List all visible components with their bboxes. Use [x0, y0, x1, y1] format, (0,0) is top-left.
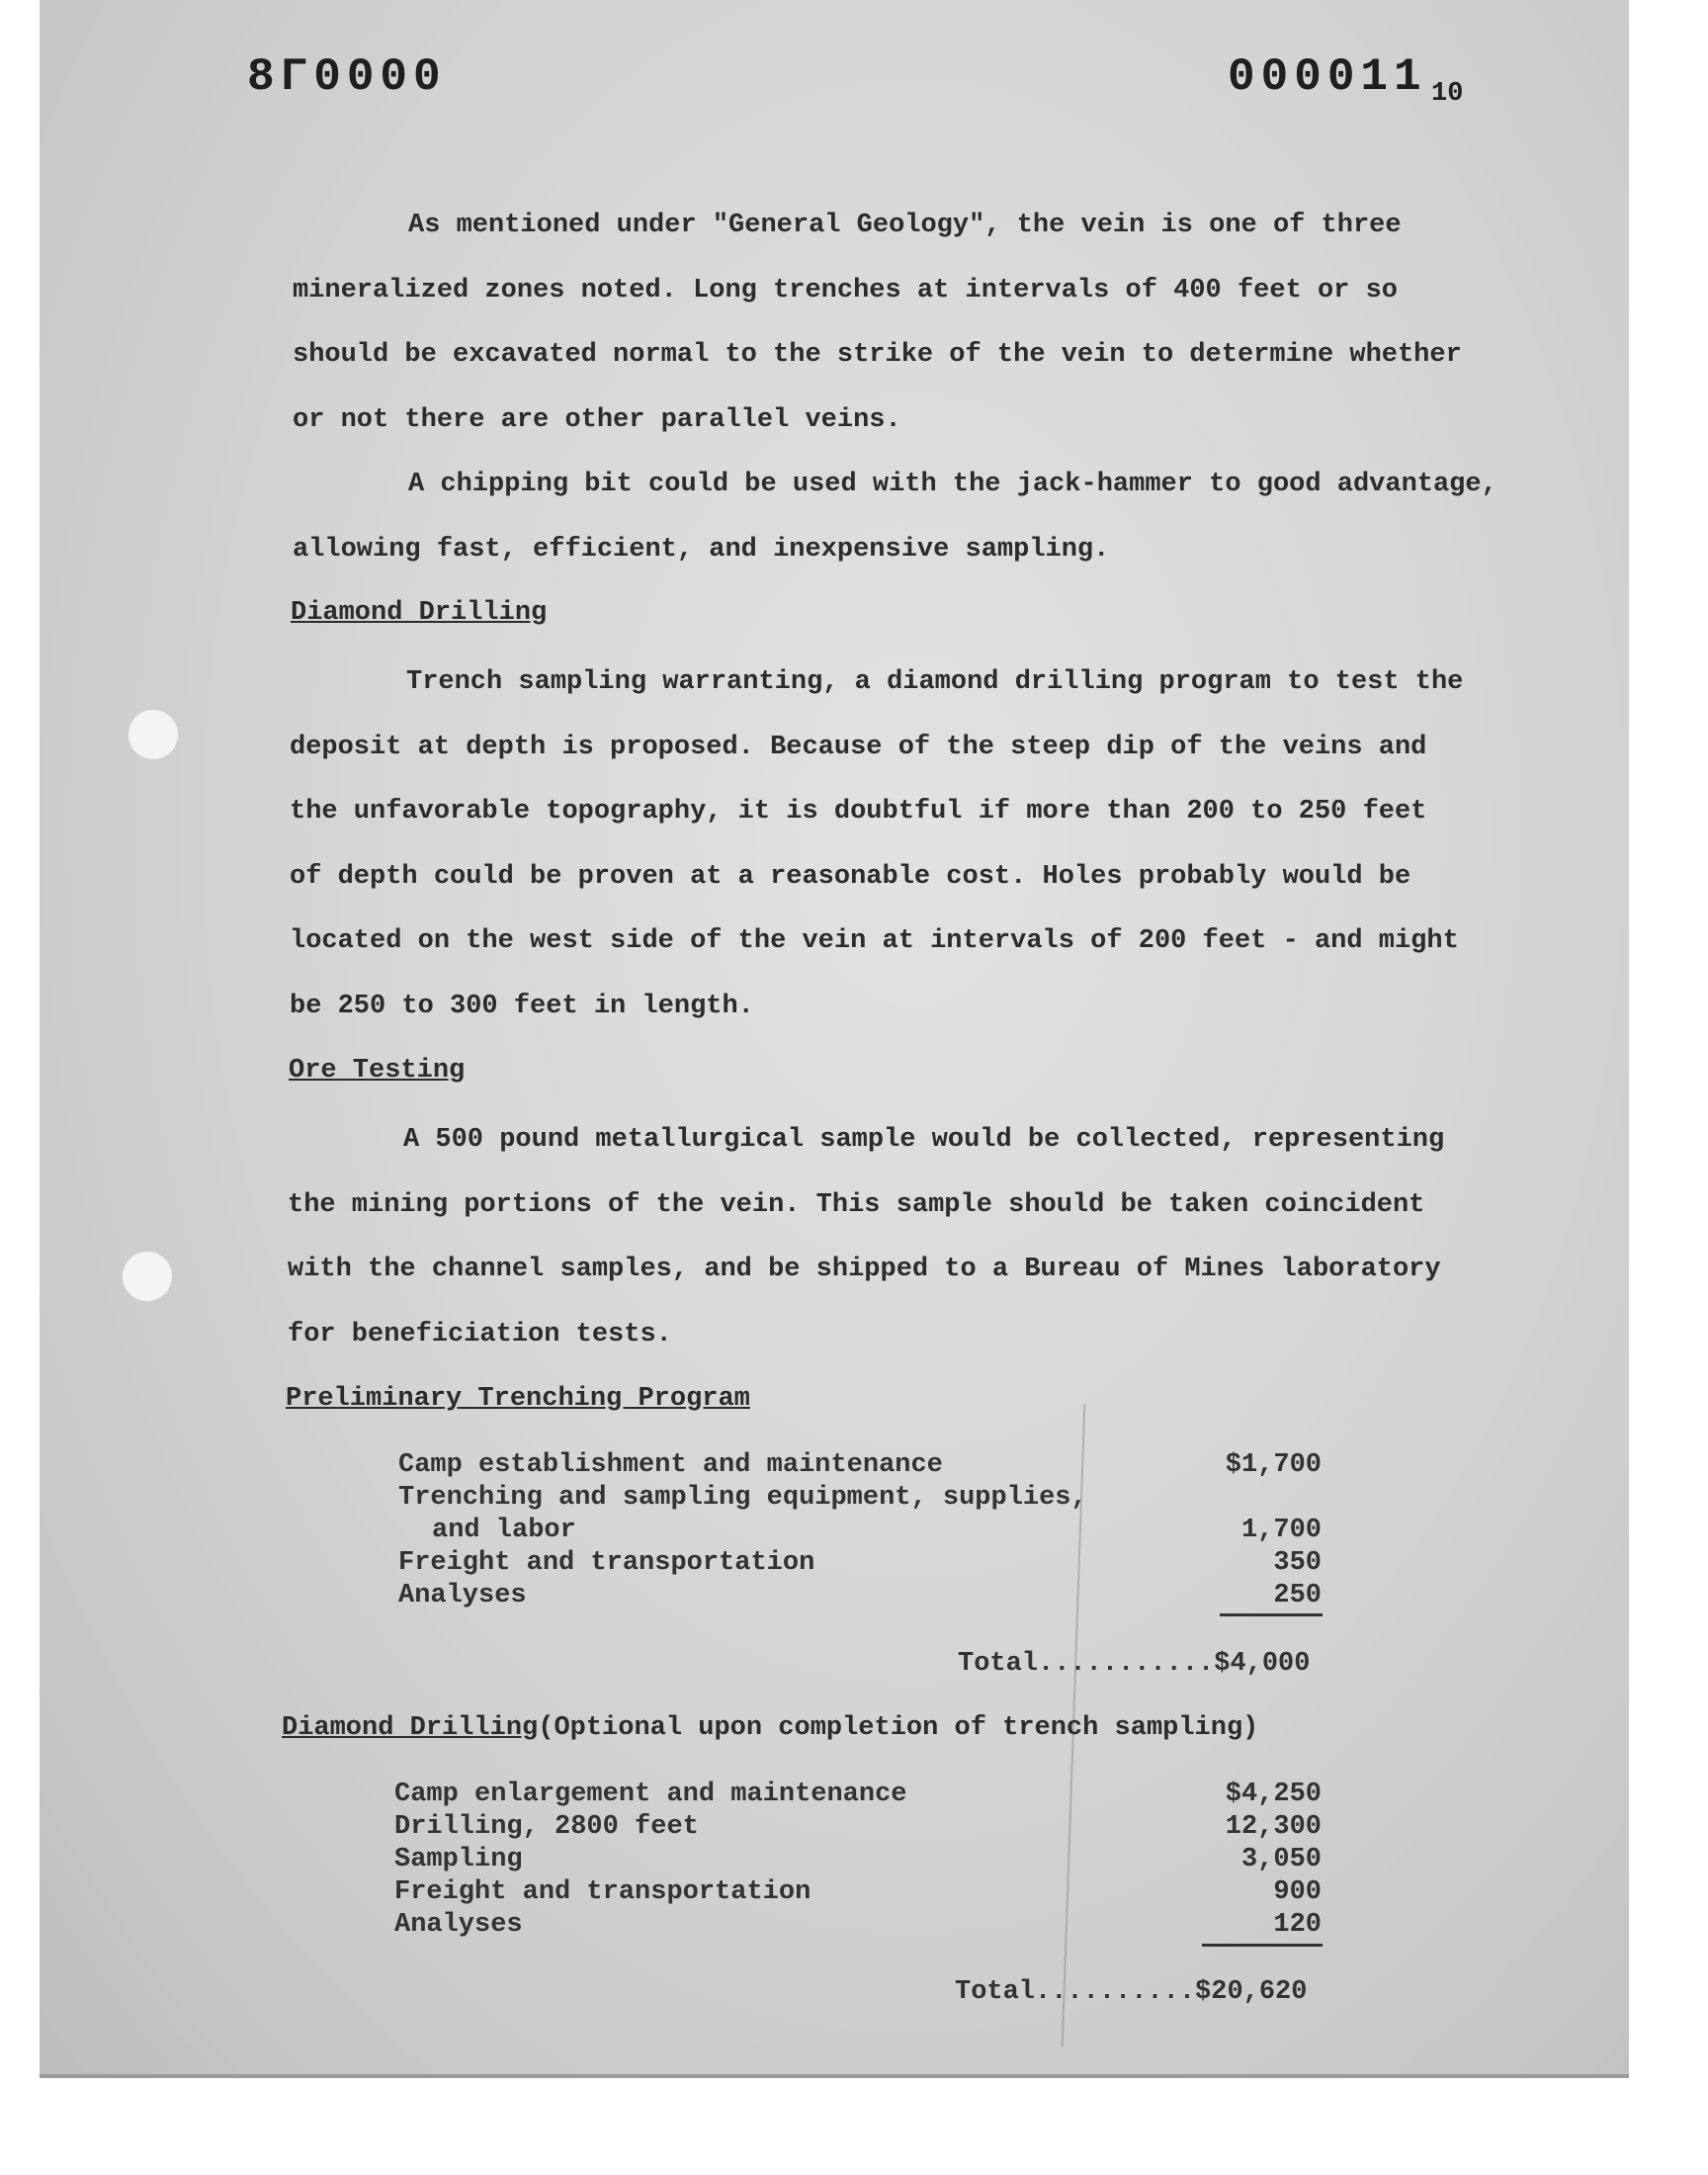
table-row — [398, 1547, 1322, 1580]
text-line: the unfavorable topography, it is doubtful if more than 200 to 250 feet — [290, 797, 1427, 826]
text-line: mineralized zones noted. Long trenches at intervals of 400 feet or so — [293, 275, 1398, 305]
subtotal-rule — [1202, 1944, 1323, 1947]
cost-label: Analyses — [398, 1581, 527, 1610]
drilling-total: Total..........$20,620 — [955, 1977, 1308, 2007]
cost-label: Freight and transportation — [394, 1877, 811, 1907]
cost-label: Analyses — [394, 1910, 523, 1940]
table-row — [394, 1876, 1322, 1909]
paragraph-diamond-drilling — [290, 651, 1463, 1039]
heading-diamond-drilling: Diamond Drilling — [291, 598, 548, 628]
table-row — [398, 1482, 1322, 1515]
text-line: for beneficiation tests. — [288, 1319, 672, 1349]
text-line: A 500 pound metallurgical sample would be collected, representing — [403, 1125, 1445, 1155]
text-line: should be excavated normal to the strike of the vein to determine whether — [293, 340, 1462, 370]
punch-hole-bottom — [123, 1252, 172, 1301]
trenching-total: Total...........$4,000 — [958, 1649, 1311, 1679]
cost-amount: 1,700 — [1240, 1516, 1322, 1545]
text-line: Trench sampling warranting, a diamond drilling program to test the — [406, 667, 1464, 697]
text-line: A chipping bit could be used with the jack-hammer to good advantage, — [408, 470, 1497, 499]
table-row — [394, 1811, 1322, 1844]
cost-label: Drilling, 2800 feet — [394, 1812, 699, 1842]
paragraph-chipping-bit — [293, 453, 1497, 582]
text-line: located on the west side of the vein at intervals of 200 feet - and might — [290, 926, 1459, 956]
text-line: with the channel samples, and be shipped to a Bureau of Mines laboratory — [288, 1255, 1441, 1284]
text-line: of depth could be proven at a reasonable cost. Holes probably would be — [290, 861, 1411, 892]
text-line: allowing fast, efficient, and inexpensive sampling. — [293, 534, 1110, 565]
cost-label: Camp establishment and maintenance — [398, 1450, 943, 1480]
paragraph-general-geology — [293, 194, 1462, 453]
table-row — [398, 1515, 1322, 1547]
table-row — [394, 1779, 1322, 1811]
text-line: deposit at depth is proposed. Because of the steep dip of the veins and — [290, 732, 1427, 762]
text-line: or not there are other parallel veins. — [293, 404, 901, 435]
text-line: the mining portions of the vein. This sample should be taken coincident — [288, 1189, 1425, 1220]
cost-label: and labor — [432, 1516, 576, 1545]
cost-amount: 120 — [1273, 1910, 1322, 1940]
paragraph-ore-testing — [288, 1108, 1444, 1367]
text-line: be 250 to 300 feet in length. — [290, 991, 754, 1021]
stamp-right: 000011 — [1228, 51, 1427, 103]
cost-label: Freight and transportation — [398, 1548, 815, 1578]
table-row — [398, 1449, 1322, 1482]
table-row — [398, 1580, 1322, 1612]
cost-label: Sampling — [394, 1845, 523, 1874]
cost-label: Camp enlargement and maintenance — [394, 1780, 907, 1809]
page-bottom-edge — [40, 2074, 1629, 2078]
cost-amount: $1,700 — [1225, 1450, 1322, 1480]
cost-amount: 250 — [1273, 1581, 1322, 1610]
heading-optional-note: (Optional upon completion of trench sampling) — [538, 1713, 1259, 1743]
heading-ore-testing: Ore Testing — [289, 1056, 466, 1086]
drilling-cost-table — [394, 1779, 1322, 1942]
stamp-left: 8Γ0000 — [247, 51, 447, 103]
punch-hole-top — [128, 710, 178, 759]
subtotal-rule — [1220, 1613, 1323, 1616]
heading-diamond-drilling-title: Diamond Drilling — [282, 1713, 539, 1743]
cost-amount: 350 — [1273, 1548, 1322, 1578]
cost-amount: 3,050 — [1240, 1845, 1322, 1874]
table-row — [394, 1844, 1322, 1876]
cost-amount: $4,250 — [1225, 1780, 1322, 1809]
text-line: As mentioned under "General Geology", the vein is one of three — [408, 211, 1402, 240]
cost-amount: 12,300 — [1225, 1812, 1322, 1842]
page-number: 10 — [1431, 79, 1464, 109]
heading-trenching-program: Preliminary Trenching Program — [286, 1384, 750, 1414]
cost-amount: 900 — [1273, 1877, 1322, 1907]
cost-label: Trenching and sampling equipment, supplies, — [398, 1483, 1087, 1513]
trenching-cost-table — [398, 1449, 1322, 1612]
table-row — [394, 1909, 1322, 1942]
heading-diamond-drilling-costs — [282, 1713, 1258, 1743]
